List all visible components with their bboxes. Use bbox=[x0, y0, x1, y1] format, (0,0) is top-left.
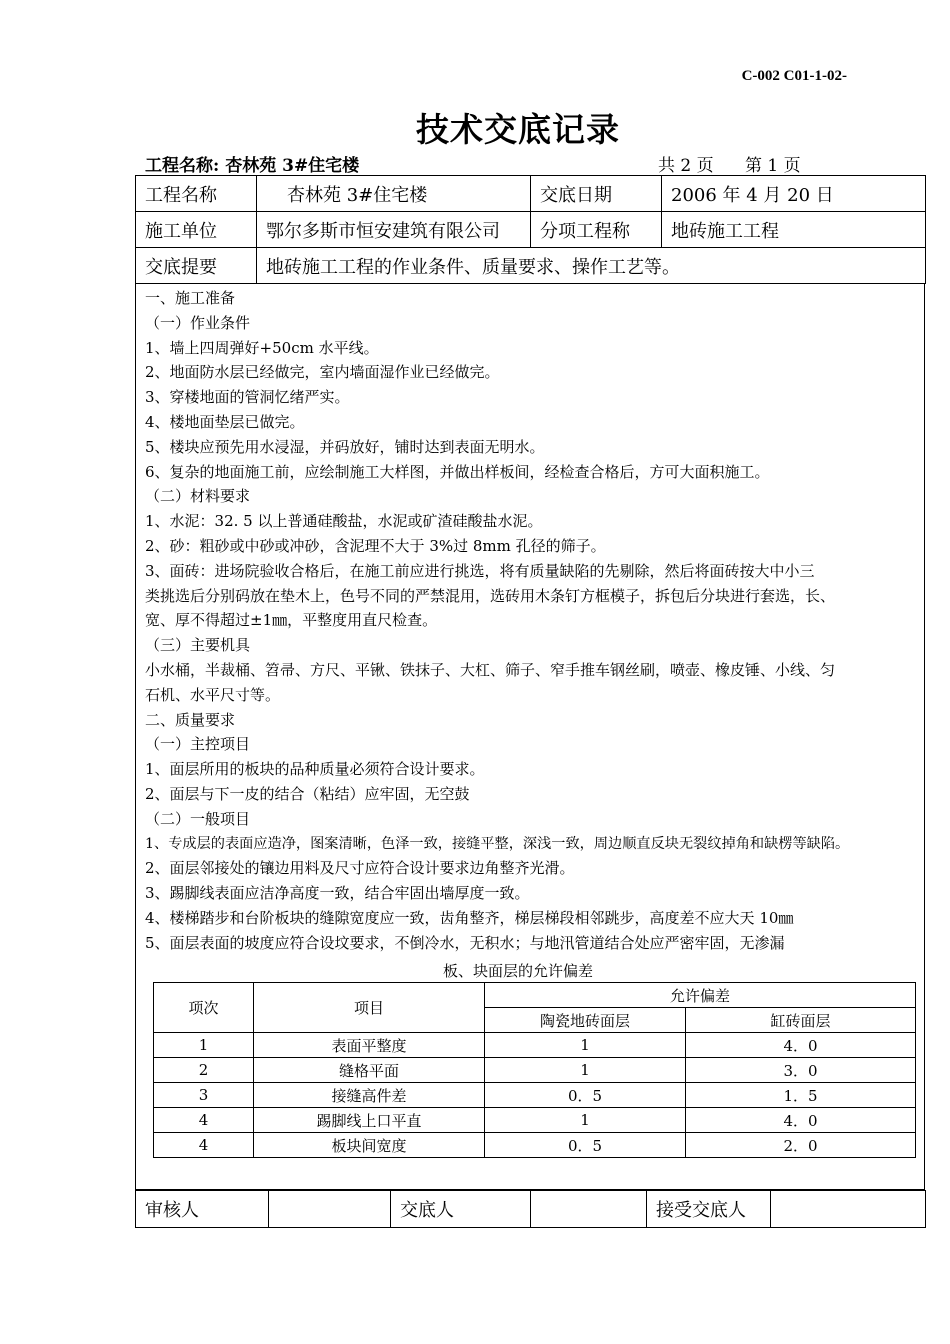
info-row-summary bbox=[136, 248, 926, 284]
row-ceramic: 0．5 bbox=[485, 1133, 686, 1158]
content-line: 类挑选后分别码放在垫木上，色号不同的严禁混用，选砖用木条钉方框模子，拆包后分块进行套选，长、 bbox=[145, 586, 836, 605]
row-no: 1 bbox=[154, 1033, 254, 1058]
row-vat: 4．0 bbox=[686, 1033, 916, 1058]
content-line: 2、地面防水层已经做完，室内墙面湿作业已经做完。 bbox=[145, 363, 500, 382]
summary-value: 地砖施工工程的作业条件、质量要求、操作工艺等。 bbox=[257, 248, 926, 284]
receiver-field[interactable] bbox=[771, 1191, 926, 1228]
table-row bbox=[154, 1083, 916, 1108]
tolerance-header-ceramic: 陶瓷地砖面层 bbox=[485, 1008, 686, 1033]
row-no: 2 bbox=[154, 1058, 254, 1083]
project-value: 杏林苑 3#住宅楼 bbox=[257, 176, 531, 212]
row-vat: 3．0 bbox=[686, 1058, 916, 1083]
document-title: 技术交底记录 bbox=[416, 110, 620, 149]
row-vat: 2．0 bbox=[686, 1133, 916, 1158]
row-ceramic: 0．5 bbox=[485, 1083, 686, 1108]
total-pages: 共 2 页 bbox=[658, 156, 714, 176]
row-item: 接缝高件差 bbox=[254, 1083, 485, 1108]
row-ceramic: 1 bbox=[485, 1108, 686, 1133]
row-no: 3 bbox=[154, 1083, 254, 1108]
document-code: C-002 C01-1-02- bbox=[741, 68, 847, 84]
reviewer-label: 审核人 bbox=[136, 1191, 269, 1228]
content-line: 宽、厚不得超过±1㎜，平整度用直尺检查。 bbox=[145, 611, 438, 630]
table-row bbox=[154, 1033, 916, 1058]
content-line: 1、面层所用的板块的品种质量必须符合设计要求。 bbox=[145, 760, 485, 779]
date-value: 2006 年 4 月 20 日 bbox=[662, 176, 926, 212]
content-line: 3、踢脚线表面应洁净高度一致，结合牢固出墙厚度一致。 bbox=[145, 884, 530, 903]
row-vat: 4．0 bbox=[686, 1108, 916, 1133]
row-item: 表面平整度 bbox=[254, 1033, 485, 1058]
row-item: 踢脚线上口平直 bbox=[254, 1108, 485, 1133]
row-ceramic: 1 bbox=[485, 1033, 686, 1058]
sub-project-label: 分项工程称 bbox=[531, 212, 662, 248]
signature-table bbox=[135, 1190, 926, 1228]
content-line: 一、施工准备 bbox=[145, 289, 236, 307]
content-line: 4、楼地面垫层已做完。 bbox=[145, 412, 305, 431]
tolerance-header-allow: 允许偏差 bbox=[485, 983, 916, 1008]
info-table bbox=[135, 175, 926, 284]
content-line: 1、水泥：32. 5 以上普通硅酸盐，水泥或矿渣硅酸盐水泥。 bbox=[145, 512, 543, 531]
content-line: 1、墙上四周弹好+50cm 水平线。 bbox=[145, 338, 379, 357]
presenter-field[interactable] bbox=[531, 1191, 647, 1228]
signature-row bbox=[136, 1191, 926, 1228]
table-row bbox=[154, 1108, 916, 1133]
row-ceramic: 1 bbox=[485, 1058, 686, 1083]
content-line: 二、质量要求 bbox=[145, 710, 236, 729]
row-no: 4 bbox=[154, 1108, 254, 1133]
summary-label: 交底提要 bbox=[136, 248, 257, 284]
presenter-label: 交底人 bbox=[391, 1191, 531, 1228]
table-row bbox=[154, 1133, 916, 1158]
content-line: 5、面层表面的坡度应符合设坟要求，不倒冷水，无积水；与地汛管道结合处应严密牢固，无渗漏 bbox=[145, 933, 785, 952]
page-info bbox=[658, 151, 805, 176]
content-line: （一）作业条件 bbox=[145, 313, 251, 332]
tolerance-table bbox=[153, 982, 916, 1158]
page-number: 第 1 页 bbox=[745, 156, 801, 176]
reviewer-field[interactable] bbox=[269, 1191, 391, 1228]
unit-label: 施工单位 bbox=[136, 212, 257, 248]
date-label: 交底日期 bbox=[531, 176, 662, 212]
content-line: （二）一般项目 bbox=[145, 809, 251, 828]
row-item: 缝格平面 bbox=[254, 1058, 485, 1083]
row-item: 板块间宽度 bbox=[254, 1133, 485, 1158]
content-line: 3、穿楼地面的管洞忆绪严实。 bbox=[145, 388, 350, 407]
unit-value: 鄂尔多斯市恒安建筑有限公司 bbox=[257, 212, 531, 248]
sub-project-value: 地砖施工工程 bbox=[662, 212, 926, 248]
tolerance-header-no: 项次 bbox=[154, 983, 254, 1033]
disclosure-content bbox=[145, 286, 920, 956]
tolerance-header-vat: 缸砖面层 bbox=[686, 1008, 916, 1033]
content-line: 2、面层邻接处的镶边用料及尺寸应符合设计要求边角整齐光滑。 bbox=[145, 859, 575, 878]
content-line: （三）主要机具 bbox=[145, 636, 251, 655]
content-line: 3、面砖：进场院验收合格后，在施工前应进行挑选，将有质量缺陷的先剔除，然后将面砖按大中小三 bbox=[145, 561, 815, 580]
tolerance-header-item: 项目 bbox=[254, 983, 485, 1033]
content-line: 2、砂：粗砂或中砂或冲砂，含泥理不大于 3%过 8mm 孔径的筛子。 bbox=[145, 536, 606, 555]
content-line: 6、复杂的地面施工前，应绘制施工大样图，并做出样板间，经检查合格后，方可大面积施工。 bbox=[145, 462, 770, 481]
content-line: 1、专成层的表面应造净，图案清晰，色泽一致，接缝平整，深浅一致，周边顺直反块无裂纹掉角和缺楞等缺陷。 bbox=[145, 835, 850, 852]
content-line: （一）主控项目 bbox=[145, 735, 251, 754]
content-line: 4、楼梯踏步和台阶板块的缝隙宽度应一致，齿角整齐，梯层梯段相邻跳步，高度差不应大天 10㎜ bbox=[145, 908, 794, 927]
tolerance-caption: 板、块面层的允许偏差 bbox=[442, 962, 593, 980]
content-line: 5、楼块应预先用水浸湿，并码放好，铺时达到表面无明水。 bbox=[145, 437, 545, 456]
row-no: 4 bbox=[154, 1133, 254, 1158]
table-row bbox=[154, 1058, 916, 1083]
info-row-unit bbox=[136, 212, 926, 248]
content-line: 2、面层与下一皮的结合（粘结）应牢固，无空鼓 bbox=[145, 784, 470, 803]
content-line: 石机、水平尺寸等。 bbox=[145, 685, 281, 704]
content-line: 小水桶，半裁桶、笤帚、方尺、平锹、铁抹子、大杠、筛子、窄手推车钢丝刷，喷壶、橡皮锤、小线、匀 bbox=[145, 660, 836, 679]
row-vat: 1．5 bbox=[686, 1083, 916, 1108]
project-line: 工程名称: 杏林苑 3#住宅楼 bbox=[145, 156, 360, 176]
project-label: 工程名称 bbox=[136, 176, 257, 212]
receiver-label: 接受交底人 bbox=[647, 1191, 771, 1228]
info-row-project bbox=[136, 176, 926, 212]
content-line: （二）材料要求 bbox=[145, 487, 251, 506]
